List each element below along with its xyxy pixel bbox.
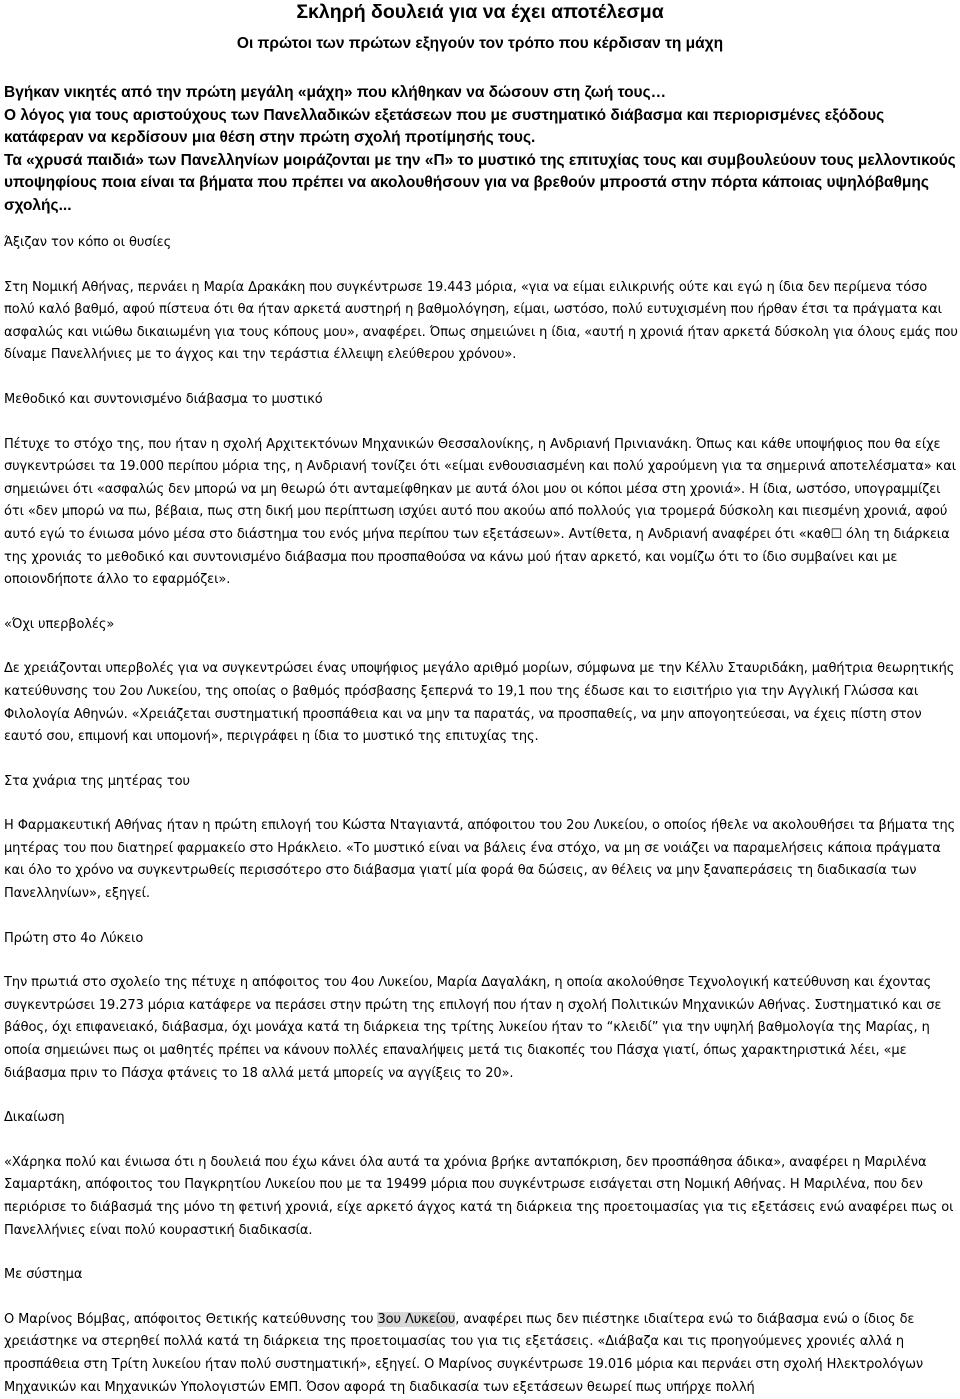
section-paragraph bbox=[4, 1309, 958, 1399]
section-heading: «Όχι υπερβολές» bbox=[4, 616, 115, 632]
paragraph-text: Ο Μαρίνος Βόμβας, απόφοιτος Θετικής κατεύθυνσης του bbox=[4, 1311, 378, 1327]
section-paragraph: Η Φαρμακευτική Αθήνας ήταν η πρώτη επιλογή του Κώστα Νταγιαντά, απόφοιτου του 2ου Λυκείου, ο οποίος ήθελε να ακολουθήσει τα βήματα της μητέρας του που διατηρεί φαρμακείο στο Ηράκλειο. «Το μυστικό είναι να βάλεις ένα στόχο, να μη σε νοιάζει να παραμελήσεις κάποια πράγματα και όλο το χρόνο να συγκεντρωθείς περισσότερο στο διάβασμα γιατί μία φορά θα δώσεις, αν θέλεις να μην ξαναπεράσεις τη διαδικασία των Πανελληνίων», εξηγεί. bbox=[4, 818, 956, 902]
section-paragraph: «Χάρηκα πολύ και ένιωσα ότι η δουλειά που έχω κάνει όλα αυτά τα χρόνια βρήκε ανταπόκριση, δεν προσπάθησα άδικα», αναφέρει η Μαριλένα Σαμαρτάκη, απόφοιτος του Παγκρητίου Λυκείου που με τα 19499 μόρια που συγκέντρωσε εισάγεται στη Νομική Αθήνας. Η Μαριλένα, που δεν περιόρισε το διάβασμά της μόνο τη φετινή χρονιά, είχε αρκετό άγχος κατά τη διάρκεια της προετοιμασίας για τις εξετάσεις ενώ αναφέρει πως οι Πανελλήνιες είναι πολύ κουραστική διαδικασία. bbox=[4, 1154, 954, 1238]
article-subtitle: Οι πρώτοι των πρώτων εξηγούν τον τρόπο που κέρδισαν τη μάχη bbox=[236, 35, 724, 52]
article-lead bbox=[4, 82, 958, 217]
article-body bbox=[4, 232, 958, 1399]
lead-paragraph: Ο λόγος για τους αριστούχους των Πανελλαδικών εξετάσεων που με συστηματικό διάβασμα και περιορισμένες εξόδους κατάφεραν να κερδίσουν μια θέση στην πρώτη σχολή προτίμησής τους. bbox=[4, 106, 885, 146]
section-paragraph: Πέτυχε το στόχο της, που ήταν η σχολή Αρχιτεκτόνων Μηχανικών Θεσσαλονίκης, η Ανδριανή Πριvιανάκη. Όπως και κάθε υποψήφιος που θα είχε συγκεντρώσει τα 19.000 περίπου μόρια της, η Ανδριανή τονίζει ότι «είμαι ενθουσιασμένη και πολύ χαρούμενη για τα σημερινά αποτελέσματα» και σημειώνει ότι «ασφαλώς δεν μπορώ να μη θεωρώ ότι ανταμείφθηκαν με αυτά όλοι μου οι κόποι μέσα στη χρονιά». Η ίδια, ωστόσο, υπογραμμίζει ότι «δεν μπορώ να πω, βέβαια, πως στη δική μου περίπτωση ισχύει αυτό που ακούω από πολλούς για τρομερά δύσκολη και πιεσμένη χρονιά, αφού αυτό εγώ το ένιωσα μόνο μέσα στο διάστημα του ενός μήνα περίπου των εξετάσεων». Αντίθετα, η Ανδριανή αναφέρει ότι «καθ☐ όλη τη διάρκεια της χρονιάς το μεθοδικό και συντονισμένο διάβασμα που προσπαθούσα να κάνω μού ήταν αρκετό, και νομίζω ότι το ίδιο συμβαίνει και με οποιονδήποτε άλλο το εφαρμόζει». bbox=[4, 436, 957, 588]
paragraph-text: , αναφέρει πως δεν πιέστηκε ιδιαίτερα ενώ το διάβασμα ενώ ο ίδιος δε χρειάστηκε να στερηθεί πολλά κατά τη διάρκεια της προετοιμασίας του για τις εξετάσεις. «Διάβαζα και τις προηγούμενες χρονιές αλλά η προσπάθεια στη Τρίτη λυκείου ήταν πολύ συστηματική», εξηγεί. Ο Μαρίνος συγκέντρωσε 19.016 μόρια και περνάει στη σχολή Ηλεκτρολόγων Μηχανικών και Μηχανικών Υπολογιστών ΕΜΠ. Όσον αφορά τη διαδικασία των εξετάσεων θεωρεί πως υπήρχε πολλή bbox=[4, 1311, 924, 1395]
lead-paragraph: Βγήκαν νικητές από την πρώτη μεγάλη «μάχη» που κλήθηκαν να δώσουν στη ζωή τους… bbox=[4, 84, 667, 101]
section-paragraph: Δε χρειάζονται υπερβολές για να συγκεντρώσει ένας υποψήφιος μεγάλο αριθμό μορίων, σύμφωνα με την Κέλλυ Σταυριδάκη, μαθήτρια θεωρητικής κατεύθυνσης του 2ου Λυκείου, της οποίας ο βαθμός πρόσβασης ξεπερνά το 19,1 που της έδωσε και το εισιτήριο για την Αγγλική Γλώσσα και Φιλολογία Αθηνών. «Χρειάζεται συστηματική προσπάθεια και να μην τα παρατάς, να προσπαθείς, να μην απογοητεύεσαι, να έχεις πίστη στον εαυτό σου, επιμονή και υπομονή», περιγράφει η ίδια το μυστικό της επιτυχίας της. bbox=[4, 661, 955, 745]
lead-paragraph: Τα «χρυσά παιδιά» των Πανελληνίων μοιράζονται με την «Π» το μυστικό της επιτυχίας τους και συμβουλεύουν τους μελλοντικούς υποψηφίους ποια είναι τα βήματα που πρέπει να ακολουθήσουν για να βρεθούν μπροστά στην πόρτα κάποιας υψηλόβαθμης σχολής... bbox=[4, 151, 956, 214]
section-heading: Δικαίωση bbox=[4, 1110, 65, 1126]
section-heading: Άξιζαν τον κόπο οι θυσίες bbox=[4, 235, 172, 250]
section-heading: Πρώτη στο 4ο Λύκειο bbox=[4, 930, 144, 946]
section-heading: Με σύστημα bbox=[4, 1267, 83, 1283]
section-heading: Στα χνάρια της μητέρας του bbox=[4, 773, 190, 789]
highlighted-text: 3ου Λυκείου bbox=[377, 1311, 456, 1327]
section-heading: Μεθοδικό και συντονισμένο διάβασμα το μυστικό bbox=[4, 391, 323, 407]
section-paragraph: Στη Νομική Αθήνας, περνάει η Μαρία Δρακάκη που συγκέντρωσε 19.443 μόρια, «για να είμαι ειλικρινής ούτε και εγώ η ίδια δεν περίμενα τόσο πολύ καλό βαθμό, αφού πίστευα ότι θα ήταν αρκετά αυστηρή η βαθμολόγηση, είμαι, ωστόσο, πολύ ευτυχισμένη που ήρθαν έτσι τα πράγματα και ασφαλώς και νιώθω δικαιωμένη για τους κόπους μου», αναφέρει. Όπως σημειώνει η ίδια, «αυτή η χρονιά ήταν αρκετά δύσκολη για όλους εμάς που δίναμε Πανελλήνιες με το άγχος και την τεράστια έλλειψη ελεύθερου χρόνου». bbox=[4, 279, 958, 363]
section-paragraph: Την πρωτιά στο σχολείο της πέτυχε η απόφοιτος του 4ου Λυκείου, Μαρία Δαγαλάκη, η οποία ακολούθησε Τεχνολογική κατεύθυνση και έχοντας συγκεντρώσει 19.273 μόρια κατάφερε να περάσει στην πρώτη της επιλογή που ήταν η σχολή Πολιτικών Μηχανικών Αθήνας. Συστηματικό και σε βάθος, όχι επιφανειακό, διάβασμα, όχι μονάχα κατά τη διάρκεια της τρίτης λυκείου ήταν το “κλειδί” για την υψηλή βαθμολογία της Μαρίας, η οποία σημειώνει πως οι μαθητές πρέπει να κάνουν πολλές επαναλήψεις μετά τις διακοπές του Πάσχα γιατί, όπως χαρακτηριστικά λέει, «με διάβασμα πριν το Πάσχα φτάνεις το 18 αλλά μετά μπορείς να αγγίξεις το 20». bbox=[4, 975, 942, 1081]
article-title: Σκληρή δουλειά για να έχει αποτέλεσμα bbox=[296, 1, 664, 23]
